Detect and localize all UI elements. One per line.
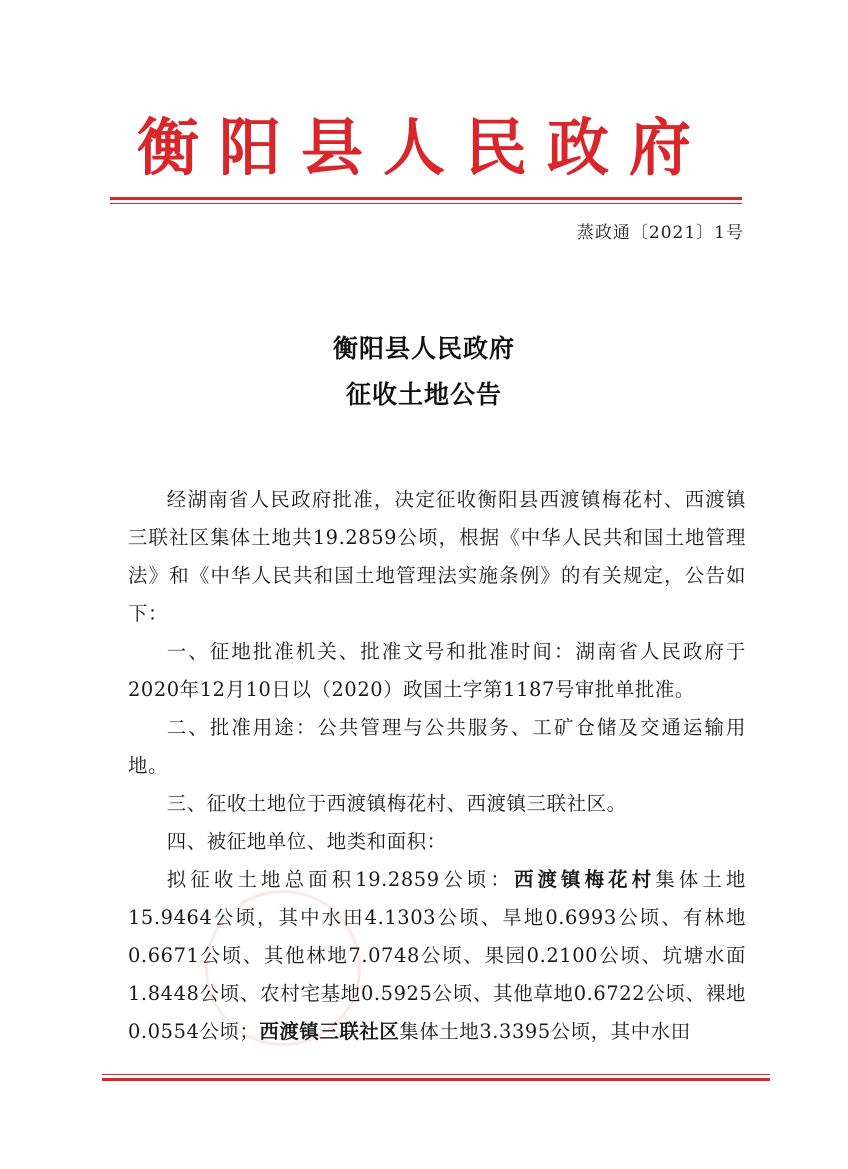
unit-sanlian-community: 西渡镇三联社区 <box>259 1020 400 1043</box>
item-location: 三、征收土地位于西渡镇梅花村、西渡镇三联社区。 <box>166 792 627 815</box>
agency-masthead: 衡阳县人民政府 <box>136 111 711 184</box>
masthead-divider <box>110 197 742 205</box>
footer-divider <box>102 1074 770 1082</box>
title-line-1: 衡阳县人民政府 <box>332 334 515 363</box>
area-breakdown-paragraph <box>128 861 746 1051</box>
title-line-2: 征收土地公告 <box>345 380 502 409</box>
intro-paragraph: 经湖南省人民政府批准，决定征收衡阳县西渡镇梅花村、西渡镇三联社区集体土地共19.2859公顷，根据《中华人民共和国土地管理法》和《中华人民共和国土地管理法实施条例》的有关规定，公告如下： <box>128 488 746 625</box>
footer-thick-line <box>102 1078 770 1081</box>
divider-thin-line <box>110 203 742 204</box>
item-purpose: 二、批准用途：公共管理与公共服务、工矿仓储及交通运输用地。 <box>128 716 746 777</box>
item-units-heading: 四、被征地单位、地类和面积： <box>166 830 447 853</box>
divider-thick-line <box>110 197 742 200</box>
unit-meihua-village: 西渡镇梅花村 <box>513 868 656 891</box>
document-number: 蒸政通〔2021〕1号 <box>576 223 744 243</box>
area-total-text: 拟征收土地总面积19.2859公顷： <box>166 868 514 891</box>
notice-body <box>128 481 746 1051</box>
sanlian-area-text: 集体土地3.3395公顷，其中水田 <box>399 1020 691 1043</box>
item-approval: 一、征地批准机关、批准文号和批准时间：湖南省人民政府于2020年12月10日以（2020）政国土字第1187号审批单批准。 <box>128 640 746 701</box>
footer-thin-line <box>102 1074 770 1075</box>
meihua-area-text: 集体土地15.9464公顷，其中水田4.1303公顷、旱地0.6993公顷、有林地0.6671公顷、其他林地7.0748公顷、果园0.2100公顷、坑塘水面1.8448公顷、农村宅基地0.5925公顷、其他草地0.6722公顷、裸地0.0554公顷； <box>128 868 746 1043</box>
